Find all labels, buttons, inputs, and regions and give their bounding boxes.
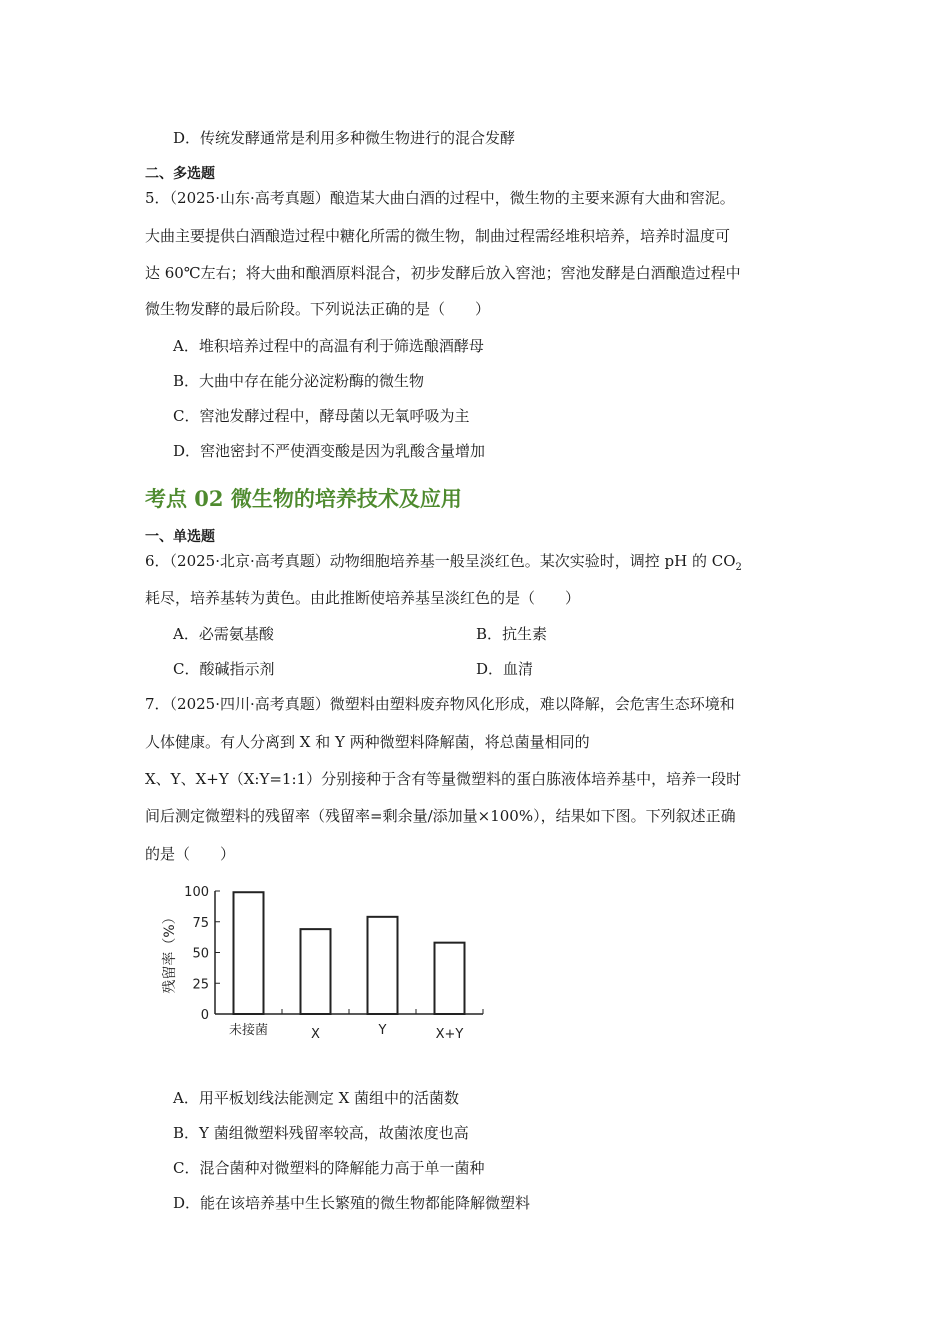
chart-x-labels [229,1022,463,1042]
q7-option-b: B．Y 菌组微塑料残留率较高，故菌浓度也高 [173,1124,469,1142]
kaodian-02-heading: 考点 02 微生物的培养技术及应用 [145,486,462,511]
q7-stem-line-2: 人体健康。有人分离到 X 和 Y 两种微塑料降解菌，将总菌量相同的 [145,733,590,751]
q7-stem-line-5: 的是（ ） [145,845,236,863]
section-multi-choice-heading: 二、多选题 [145,166,215,182]
q5-option-c: C．窖池发酵过程中，酵母菌以无氧呼吸为主 [173,407,470,425]
q7-option-a: A．用平板划线法能测定 X 菌组中的活菌数 [173,1089,460,1107]
chart-y-tick-label: 75 [192,915,209,931]
chart-y-tick-label: 25 [192,977,209,993]
q6-option-b: B．抗生素 [476,625,548,643]
chart-y-axis-label: 残留率（%） [162,910,178,994]
q7-option-d: D．能在该培养基中生长繁殖的微生物都能降解微塑料 [173,1194,531,1212]
chart-bar [368,917,398,1014]
chart-y-tick-label: 100 [184,885,209,900]
chart-bars [234,892,465,1014]
chart-x-tick-label: X+Y [435,1027,464,1042]
q5-stem-line-3: 达 60℃左右；将大曲和酿酒原料混合，初步发酵后放入窖池；窖池发酵是白酒酿造过程中 [145,264,741,282]
q7-option-c: C．混合菌种对微塑料的降解能力高于单一菌种 [173,1159,485,1177]
q5-stem-line-4: 微生物发酵的最后阶段。下列说法正确的是（ ） [145,300,491,318]
chart-bar [301,929,331,1014]
q7-stem-line-3: X、Y、X+Y（X:Y=1:1）分别接种于含有等量微塑料的蛋白胨液体培养基中，培养一段时 [145,770,742,788]
q5-option-d: D．窖池密封不严使酒变酸是因为乳酸含量增加 [173,442,486,460]
q5-option-b: B．大曲中存在能分泌淀粉酶的微生物 [173,372,425,390]
q7-stem-line-4: 间后测定微塑料的残留率（残留率=剩余量/添加量×100%），结果如下图。下列叙述正确 [145,807,736,825]
q6-option-d: D．血清 [476,660,534,678]
chart-x-tick-label: 未接菌 [228,1023,269,1038]
q6-option-c: C．酸碱指示剂 [173,660,275,678]
q6-option-a: A．必需氨基酸 [173,625,274,643]
section-single-choice-heading: 一、单选题 [145,529,215,545]
q6-co2-subscript: 2 [735,562,742,573]
q7-stem-line-1: 7．（2025·四川·高考真题）微塑料由塑料废弃物风化形成，难以降解，会危害生态环境和 [145,695,735,713]
chart-x-tick-label: X [311,1027,320,1042]
q6-stem-line-1 [145,551,742,578]
chart-bar [234,892,264,1014]
q6-stem-text: 6．（2025·北京·高考真题）动物细胞培养基一般呈淡红色。某次实验时，调控 pH 的 CO [145,552,736,570]
chart-bar [435,943,465,1014]
q6-stem-line-2: 耗尽，培养基转为黄色。由此推断使培养基呈淡红色的是（ ） [145,589,581,607]
q5-stem-line-1: 5．（2025·山东·高考真题）酿造某大曲白酒的过程中，微生物的主要来源有大曲和窖泥。 [145,189,735,207]
q5-stem-line-2: 大曲主要提供白酒酿造过程中糖化所需的微生物，制曲过程需经堆积培养，培养时温度可 [145,227,731,245]
chart-y-tick-label: 0 [200,1008,209,1023]
chart-x-tick-label: Y [378,1023,387,1038]
chart-y-tick-label: 50 [192,946,209,962]
q4-option-d: D．传统发酵通常是利用多种微生物进行的混合发酵 [173,129,516,147]
q5-option-a: A．堆积培养过程中的高温有利于筛选酿酒酵母 [173,337,484,355]
residual-rate-bar-chart [150,876,490,1056]
